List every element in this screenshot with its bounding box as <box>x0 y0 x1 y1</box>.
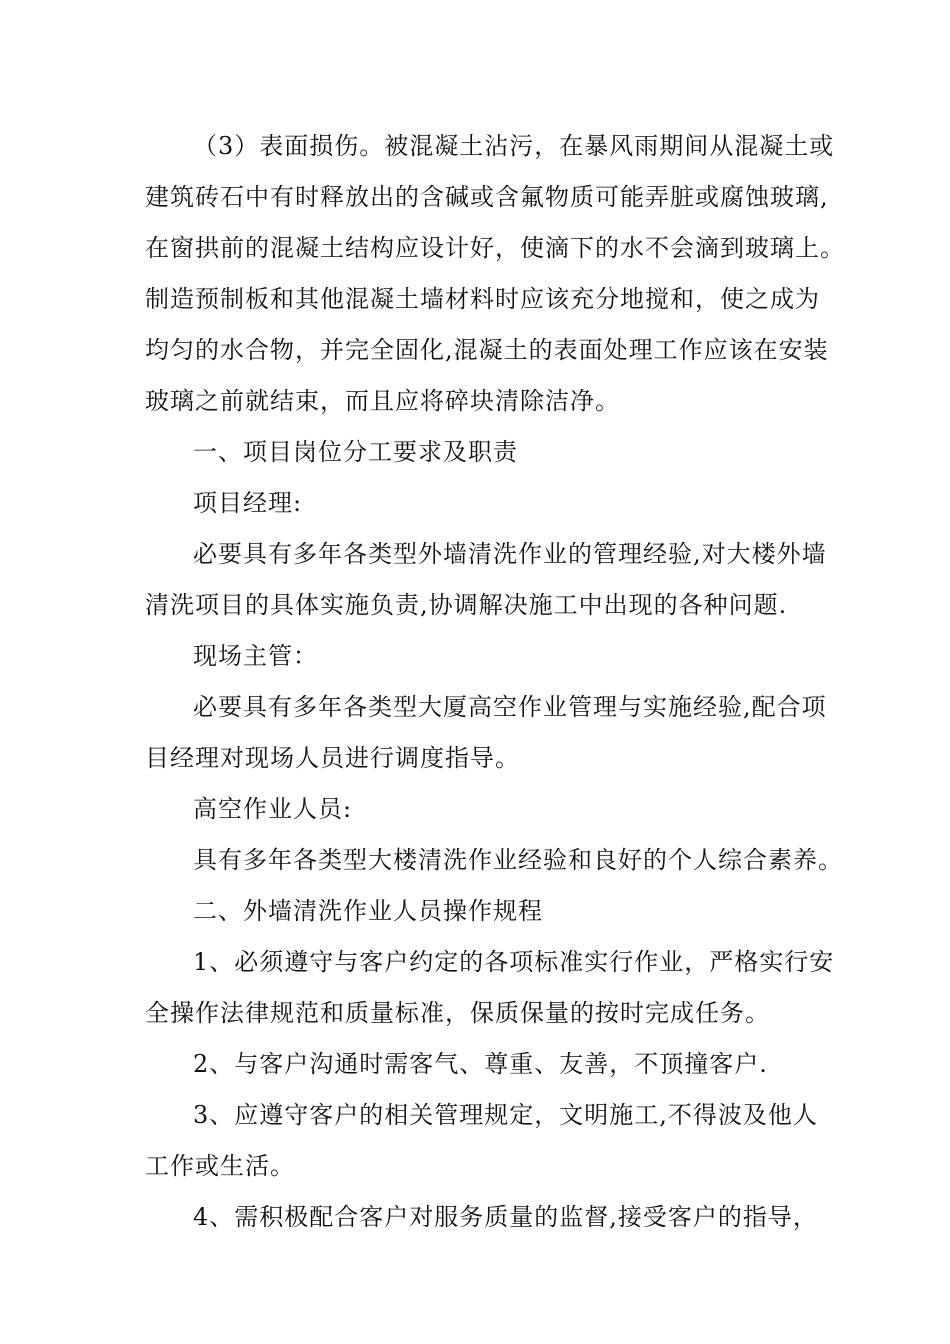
paragraph-line: （3）表面损伤。被混凝土沾污，在暴风雨期间从混凝土或 <box>193 132 835 160</box>
list-item: 3、应遵守客户的相关管理规定，文明施工,不得波及他人 <box>193 1101 818 1129</box>
paragraph-line: 必要具有多年各类型大厦高空作业管理与实施经验,配合项 <box>193 693 827 721</box>
section-heading: 一、项目岗位分工要求及职责 <box>193 438 518 466</box>
paragraph-line: 制造预制板和其他混凝土墙材料时应该充分地搅和，使之成为 <box>145 285 820 313</box>
list-item: 1、必须遵守与客户约定的各项标准实行作业，严格实行安 <box>193 948 835 976</box>
paragraph-line: 必要具有多年各类型外墙清洗作业的管理经验,对大楼外墙 <box>193 540 827 568</box>
paragraph-line: 具有多年各类型大楼清洗作业经验和良好的个人综合素养。 <box>193 846 843 874</box>
paragraph-line: 在窗拱前的混凝土结构应设计好，使滴下的水不会滴到玻璃上。 <box>145 234 845 262</box>
list-item: 2、与客户沟通时需客气、尊重、友善，不顶撞客户. <box>193 1050 768 1078</box>
list-item: 全操作法律规范和质量标准，保质保量的按时完成任务。 <box>145 999 770 1027</box>
document-body <box>145 121 845 1243</box>
paragraph-line: 目经理对现场人员进行调度指导。 <box>145 744 520 772</box>
role-title: 高空作业人员: <box>193 795 353 823</box>
paragraph-line: 建筑砖石中有时释放出的含碱或含氟物质可能弄脏或腐蚀玻璃, <box>145 183 829 211</box>
paragraph-line: 均匀的水合物，并完全固化,混凝土的表面处理工作应该在安装 <box>145 336 829 364</box>
list-item: 4、需积极配合客户对服务质量的监督,接受客户的指导， <box>193 1203 818 1231</box>
paragraph-line: 玻璃之前就结束，而且应将碎块清除洁净。 <box>145 387 620 415</box>
list-item: 工作或生活。 <box>145 1152 295 1180</box>
section-heading: 二、外墙清洗作业人员操作规程 <box>193 897 543 925</box>
role-title: 现场主管： <box>193 642 318 670</box>
role-title: 项目经理: <box>193 489 303 517</box>
paragraph-line: 清洗项目的具体实施负责,协调解决施工中出现的各种问题. <box>145 591 788 619</box>
